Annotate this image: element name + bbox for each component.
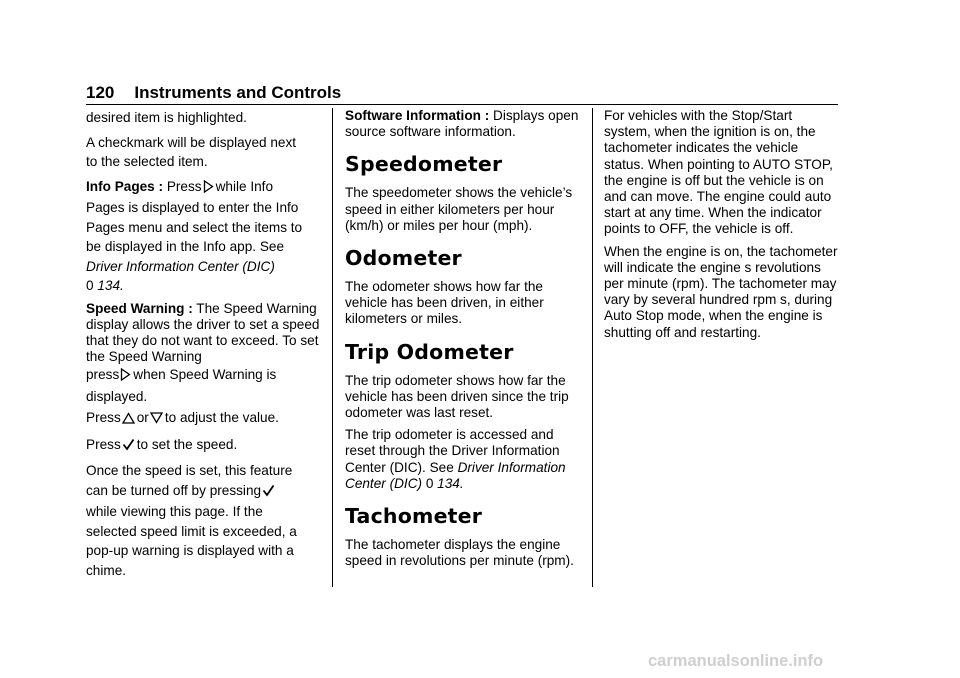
paragraph: The tachometer displays the engine speed in revolutions per minute (rpm).: [345, 537, 574, 569]
heading-speedometer: Speedometer: [345, 152, 503, 177]
column-divider: [592, 108, 593, 587]
checkmark-icon: [122, 437, 135, 457]
page-header: [86, 82, 838, 104]
speed-warning-label: Speed Warning :: [86, 300, 193, 316]
page-number: 120: [86, 83, 115, 102]
paragraph: When the engine is on, the tachometer will indicate the engine s revolutions per minute (rpm). The tachometer may vary by several hundred rpm s, during Auto Stop mode, when the engine is shutting off and restarting.: [604, 243, 838, 340]
column-divider: [332, 108, 333, 587]
paragraph: The trip odometer shows how far the vehicle has been driven since the trip odometer was last reset.: [345, 372, 569, 421]
speed-warning-paragraph: Speed Warning : The Speed Warning display allows the driver to set a speed that they do not want to exceed. To set the Speed Warning: [86, 300, 320, 365]
column-2: [345, 108, 581, 575]
paragraph: A checkmark will be displayed next to the selected item.: [86, 134, 297, 169]
paragraph: Press to set the speed.: [86, 435, 322, 457]
info-pages-paragraph: Info Pages : Press while Info Pages is displayed to enter the Info Pages menu and select the items to be displayed in the Info app. See Driver Information Center (DIC) 0 134.: [86, 178, 303, 293]
triangle-right-icon: [203, 179, 214, 199]
ref-arrow: 0: [86, 278, 94, 293]
paragraph: The trip odometer is accessed and reset through the Driver Information Center (DIC). See Driver Information Center (DIC) 0 134.: [345, 427, 566, 491]
info-pages-label: Info Pages :: [86, 178, 164, 194]
paragraph: Press or to adjust the value.: [86, 408, 322, 430]
heading-odometer: Odometer: [345, 246, 462, 271]
paragraph: Once the speed is set, this feature can be turned off by pressing while viewing this page. If the selected speed limit is exceeded, a pop-up warning is displayed with a chime.: [86, 463, 297, 578]
reference-link[interactable]: Driver Information Center (DIC): [86, 258, 275, 274]
heading-trip-odometer: Trip Odometer: [345, 339, 514, 364]
reference-link[interactable]: Driver Information Center (DIC): [345, 459, 566, 491]
paragraph: press when Speed Warning is displayed.: [86, 367, 277, 404]
paragraph: desired item is highlighted.: [86, 110, 247, 125]
page-reference[interactable]: 134: [97, 278, 121, 293]
column-1: [86, 108, 322, 585]
section-title: Instruments and Controls: [134, 83, 342, 102]
column-3: [604, 108, 840, 347]
triangle-down-icon: [150, 410, 163, 430]
header-rule: [86, 104, 838, 105]
page-reference[interactable]: 134: [437, 475, 460, 491]
heading-tachometer: Tachometer: [345, 504, 483, 529]
paragraph: The odometer shows how far the vehicle has been driven, in either kilometers or miles.: [345, 279, 544, 327]
watermark: carmanualsonline.info: [648, 652, 824, 670]
checkmark-icon: [262, 483, 275, 503]
paragraph: For vehicles with the Stop/Start system, when the ignition is on, the tachometer indicates the vehicle status. When pointing to AUTO STOP, the engine is off but the vehicle is on and can move. The engine could auto start at any time. When the indicator points to OFF, the vehicle is off.: [604, 108, 833, 237]
software-info-paragraph: Software Information : Displays open source software information.: [345, 108, 579, 140]
paragraph: The speedometer shows the vehicle’s speed in either kilometers per hour (km/h) or miles per hour (mph).: [345, 185, 573, 233]
triangle-right-icon: [120, 367, 131, 387]
ref-arrow: 0: [425, 475, 434, 491]
triangle-up-icon: [122, 410, 135, 430]
software-info-label: Software Information :: [345, 108, 490, 123]
